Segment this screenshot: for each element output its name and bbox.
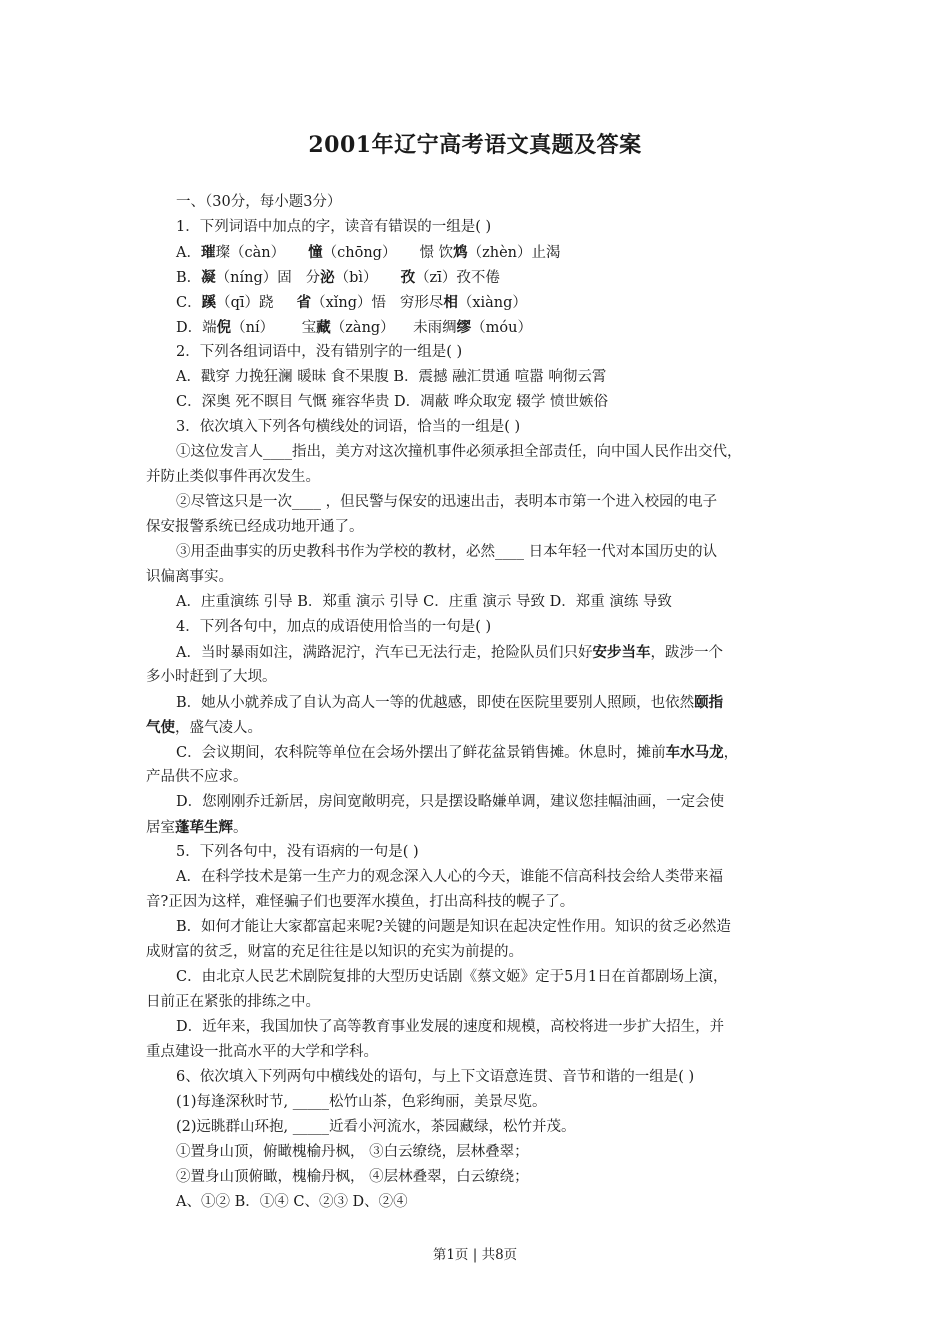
text-run: (1)每逢深秋时节, _____松竹山茶，色彩绚丽，美景尽览。 xyxy=(176,1094,547,1110)
emphasized-text: 凝 xyxy=(201,269,216,286)
text-run: （níng）固 分 xyxy=(215,270,321,286)
text-line xyxy=(146,440,814,465)
emphasized-text: 安步当车 xyxy=(592,644,651,661)
text-run: D．端 xyxy=(176,320,217,336)
emphasized-text: 蹊 xyxy=(201,294,217,311)
text-run: 璨（càn） xyxy=(215,245,309,261)
text-run: （xǐng）悟 穷形尽 xyxy=(311,295,444,311)
text-run: （móu） xyxy=(471,320,532,336)
text-run: B．她从小就养成了自认为高人一等的优越感，即使在医院里要别人照顾，也依然 xyxy=(176,695,695,711)
text-run: 3．依次填入下列各句横线处的词语，恰当的一组是( ) xyxy=(176,419,521,435)
text-line xyxy=(146,790,814,815)
emphasized-text: 相 xyxy=(443,294,458,311)
text-run: 识偏离事实。 xyxy=(146,569,233,585)
text-line xyxy=(146,1065,814,1090)
emphasized-text: 璀 xyxy=(200,244,216,261)
text-run: 日前正在紧张的排练之中。 xyxy=(146,994,320,1010)
text-line xyxy=(146,1190,814,1215)
text-line xyxy=(146,265,814,290)
text-line xyxy=(146,840,814,865)
text-line xyxy=(146,715,814,740)
text-line xyxy=(146,240,814,265)
text-line xyxy=(146,490,814,515)
text-run: B． xyxy=(176,270,202,286)
emphasized-text: 倪 xyxy=(216,319,232,336)
text-line xyxy=(146,940,814,965)
text-line xyxy=(146,1040,814,1065)
emphasized-text: 气使 xyxy=(146,719,175,736)
text-run: （ní） 宝 xyxy=(231,320,317,336)
text-run: 4．下列各句中，加点的成语使用恰当的一句是( ) xyxy=(176,619,492,635)
text-line xyxy=(146,690,814,715)
text-line xyxy=(146,465,814,490)
document-title: 2001年辽宁高考语文真题及答案 xyxy=(308,132,642,158)
text-line xyxy=(146,315,814,340)
text-run: （bì） xyxy=(334,270,401,286)
text-line xyxy=(146,290,814,315)
text-run: ， xyxy=(723,745,739,761)
text-run: ③用歪曲事实的历史教科书作为学校的教材，必然____ 日本年轻一代对本国历史的认 xyxy=(176,544,718,560)
text-run: 多小时赶到了大坝。 xyxy=(146,669,277,685)
text-run: C． xyxy=(176,295,202,311)
emphasized-text: 省 xyxy=(296,294,312,311)
text-line xyxy=(146,340,814,365)
text-line xyxy=(146,740,814,765)
emphasized-text: 蓬荜生辉 xyxy=(175,819,233,836)
text-run: 重点建设一批高水平的大学和学科。 xyxy=(146,1044,378,1060)
text-line xyxy=(146,215,814,240)
text-line xyxy=(146,390,814,415)
text-run: (2)远眺群山环抱, _____近看小河流水，茶园藏绿，松竹并茂。 xyxy=(176,1119,576,1135)
text-line xyxy=(146,1090,814,1115)
emphasized-text: 孜 xyxy=(400,269,416,286)
text-run: （chōng） 憬 饮 xyxy=(322,245,454,261)
text-line xyxy=(146,765,814,790)
text-line xyxy=(146,540,814,565)
text-line xyxy=(146,365,814,390)
emphasized-text: 缪 xyxy=(456,319,472,336)
text-line xyxy=(146,865,814,890)
text-run: C．由北京人民艺术剧院复排的大型历史话剧《蔡文姬》定于5月1日在首都剧场上演， xyxy=(176,969,728,985)
text-run: A．当时暴雨如注，满路泥泞，汽车已无法行走，抢险队员们只好 xyxy=(176,645,593,661)
text-run: C．深奥 死不瞑目 气慨 雍容华贵 D．凋蔽 哗众取宠 辍学 愤世嫉俗 xyxy=(176,394,608,410)
text-run: D．您刚刚乔迁新居，房间宽敞明亮，只是摆设略嫌单调，建议您挂幅油画，一定会使 xyxy=(176,794,725,810)
text-run: A、①② B．①④ C、②③ D、②④ xyxy=(176,1194,408,1210)
text-run: 5．下列各句中，没有语病的一句是( ) xyxy=(176,844,419,860)
page-footer: 第1页 | 共8页 xyxy=(432,1247,518,1263)
emphasized-text: 车水马龙 xyxy=(665,744,724,761)
text-run: B．如何才能让大家都富起来呢?关键的问题是知识在起决定性作用。知识的贫乏必然造 xyxy=(176,919,731,935)
emphasized-text: 鸩 xyxy=(453,244,468,261)
text-run: ①这位发言人____指出，美方对这次撞机事件必须承担全部责任，向中国人民作出交代， xyxy=(176,444,742,460)
text-run: ②尽管这只是一次____ ，但民警与保安的迅速出击，表明本市第一个进入校园的电子 xyxy=(176,494,718,510)
text-run: 6、依次填入下列两句中横线处的语句，与上下文语意连贯、音节和谐的一组是( ) xyxy=(176,1069,695,1085)
text-line xyxy=(146,1015,814,1040)
text-line xyxy=(146,640,814,665)
text-run: （zàng） 未雨绸 xyxy=(330,320,457,336)
text-run: 成财富的贫乏，财富的充足往往是以知识的充实为前提的。 xyxy=(146,944,523,960)
text-line xyxy=(146,665,814,690)
text-run: 1．下列词语中加点的字，读音有错误的一组是( ) xyxy=(176,219,492,235)
text-run: （xiàng） xyxy=(457,295,527,311)
document-body xyxy=(146,190,814,1215)
text-run: 保安报警系统已经成功地开通了。 xyxy=(146,519,364,535)
text-run: C．会议期间，农科院等单位在会场外摆出了鲜花盆景销售摊。休息时，摊前 xyxy=(176,745,666,761)
text-line xyxy=(146,590,814,615)
text-line xyxy=(146,965,814,990)
text-run: （zhèn）止渴 xyxy=(467,245,561,261)
text-run: D．近年来，我国加快了高等教育事业发展的速度和规模，高校将进一步扩大招生，并 xyxy=(176,1019,725,1035)
text-run: （qī）跷 xyxy=(216,295,297,311)
text-line xyxy=(146,190,814,215)
emphasized-text: 颐指 xyxy=(694,694,724,711)
text-line xyxy=(146,1115,814,1140)
text-run: ②置身山顶俯瞰，槐榆丹枫， ④层林叠翠，白云缭绕； xyxy=(176,1169,529,1185)
text-run: A．戳穿 力挽狂澜 暖昧 食不果腹 B．震撼 融汇贯通 喧嚣 响彻云霄 xyxy=(176,369,607,385)
text-line xyxy=(146,1165,814,1190)
text-run: （zī）孜不倦 xyxy=(415,270,500,286)
text-run: A．庄重演练 引导 B．郑重 演示 引导 C．庄重 演示 导致 D．郑重 演练 导致 xyxy=(176,594,672,610)
text-run: 。 xyxy=(233,820,248,836)
text-run: A．在科学技术是第一生产力的观念深入人心的今天，谁能不信高科技会给人类带来福 xyxy=(176,869,723,885)
text-line xyxy=(146,890,814,915)
text-line xyxy=(146,990,814,1015)
text-line xyxy=(146,1140,814,1165)
text-run: 音?正因为这样，难怪骗子们也要浑水摸鱼，打出高科技的幌子了。 xyxy=(146,894,575,910)
text-run: 产品供不应求。 xyxy=(146,769,248,785)
text-line xyxy=(146,815,814,840)
emphasized-text: 泌 xyxy=(320,269,335,286)
text-line xyxy=(146,515,814,540)
text-run: ，盛气凌人。 xyxy=(175,720,262,736)
text-line xyxy=(146,915,814,940)
text-run: A． xyxy=(176,245,201,261)
text-run: ①置身山顶，俯瞰槐榆丹枫， ③白云缭绕，层林叠翠； xyxy=(176,1144,529,1160)
text-run: 一、（30分，每小题3分） xyxy=(176,194,342,210)
emphasized-text: 憧 xyxy=(308,244,323,261)
emphasized-text: 藏 xyxy=(316,319,331,336)
text-run: 2．下列各组词语中，没有错别字的一组是( ) xyxy=(176,344,463,360)
text-run: 并防止类似事件再次发生。 xyxy=(146,469,320,485)
text-run: 居室 xyxy=(146,820,175,836)
text-run: ，跋涉一个 xyxy=(650,645,723,661)
text-line xyxy=(146,615,814,640)
text-line xyxy=(146,565,814,590)
text-line xyxy=(146,415,814,440)
